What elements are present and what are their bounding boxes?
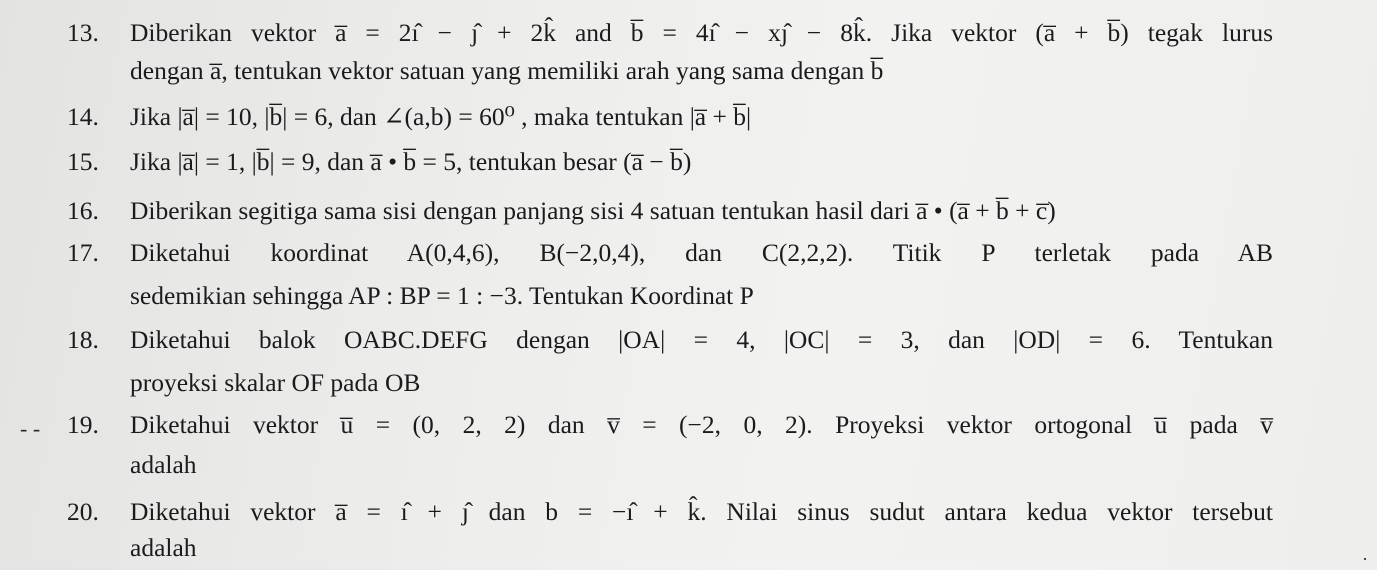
problem-16-line-1: Diberikan segitiga sama sisi dengan panjang sisi 4 satuan tentukan hasil dari a̅ • (a̅ + b̅ + c̅) bbox=[130, 196, 1056, 225]
problem-17-line-2: sedemikian sehingga AP : BP = 1 : −3. Tentukan Koordinat P bbox=[130, 281, 754, 310]
problem-15-line-1: Jika |a̅| = 1, |b̅| = 9, dan a̅ • b̅ = 5, tentukan besar (a̅ − b̅) bbox=[130, 147, 692, 176]
problem-19-number: 19. bbox=[67, 410, 99, 439]
problem-15-number: 15. bbox=[67, 147, 99, 176]
problem-16-number: 16. bbox=[67, 196, 99, 225]
problem-13-number: 13. bbox=[67, 18, 99, 47]
problem-20-number: 20. bbox=[67, 497, 99, 526]
corner-speck-mark: · bbox=[1362, 549, 1368, 569]
problem-19-line-1: Diketahui vektor u̅ = (0, 2, 2) dan v̅ = (−2, 0, 2). Proyeksi vektor ortogonal u̅ pada v̅ bbox=[130, 410, 1273, 439]
problem-20-line-2: adalah bbox=[130, 533, 197, 562]
margin-pencil-mark: - ‑ bbox=[20, 416, 41, 441]
problem-19-line-2: adalah bbox=[130, 450, 197, 479]
problem-18-number: 18. bbox=[67, 325, 99, 354]
problem-13-line-2: dengan a̅, tentukan vektor satuan yang memiliki arah yang sama dengan b̅ bbox=[130, 56, 884, 85]
problem-13-line-1: Diberikan vektor a̅ = 2ı̂ − ȷ̂ + 2k̂ and b̅ = 4ı̂ − xȷ̂ − 8k̂. Jika vektor (a̅ + b̅) tegak lurus bbox=[130, 18, 1273, 47]
problem-20-line-1: Diketahui vektor a̅ = ı̂ + ȷ̂ dan b = −ı̂ + k̂. Nilai sinus sudut antara kedua vektor tersebut bbox=[130, 497, 1273, 526]
problem-14-line-1: Jika |a̅| = 10, |b̅| = 6, dan ∠(a,b) = 60⁰ , maka tentukan |a̅ + b̅| bbox=[130, 102, 752, 131]
problem-17-line-1: Diketahui koordinat A(0,4,6), B(−2,0,4), dan C(2,2,2). Titik P terletak pada AB bbox=[130, 238, 1273, 267]
problem-18-line-2: proyeksi skalar OF pada OB bbox=[130, 368, 421, 397]
problem-17-number: 17. bbox=[67, 238, 99, 267]
problem-18-line-1: Diketahui balok OABC.DEFG dengan |OA| = 4, |OC| = 3, dan |OD| = 6. Tentukan bbox=[130, 325, 1273, 354]
problem-14-number: 14. bbox=[67, 102, 99, 131]
